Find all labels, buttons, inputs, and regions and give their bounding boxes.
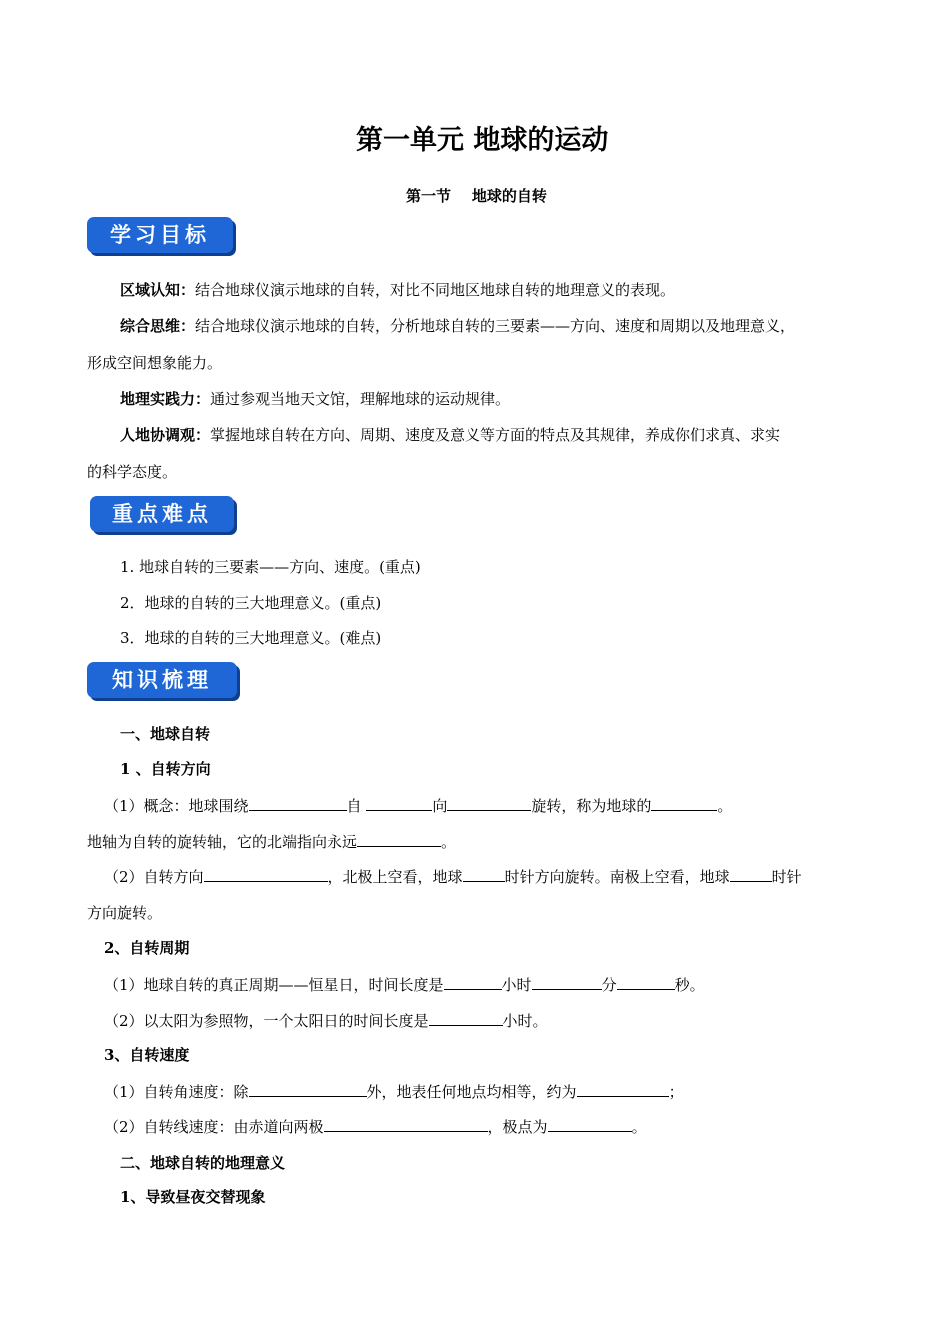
fill-blank[interactable] — [429, 1010, 503, 1026]
linear-speed-line — [104, 1116, 647, 1137]
heading-rotation-direction: 1 、自转方向 — [120, 760, 211, 778]
key-points-badge: 重点难点 — [90, 496, 234, 532]
text: （1）地球自转的真正周期——恒星日，时间长度是 — [104, 976, 444, 994]
objective-text: 通过参观当地天文馆，理解地球的运动规律。 — [210, 390, 511, 408]
solar-day-line — [104, 1010, 548, 1031]
objective-integrated — [120, 316, 795, 336]
text: （2）自转线速度：由赤道向两极 — [104, 1118, 324, 1136]
fill-blank[interactable] — [249, 795, 347, 811]
objective-label: 综合思维： — [120, 317, 196, 335]
key-point-item: 2．地球的自转的三大地理意义。(重点) — [120, 594, 382, 612]
text: （1）概念：地球围绕 — [104, 797, 249, 815]
learning-objectives-badge: 学习目标 — [87, 217, 233, 253]
direction-concept — [104, 795, 732, 816]
fill-blank[interactable] — [366, 795, 432, 811]
text: 时针 — [771, 868, 802, 886]
fill-blank[interactable] — [548, 1116, 632, 1132]
heading-geographic-significance: 二、地球自转的地理意义 — [120, 1154, 286, 1172]
objective-text: 结合地球仪演示地球的自转，分析地球自转的三要素——方向、速度和周期以及地理意义， — [195, 317, 796, 335]
rotation-direction-cont: 方向旋转。 — [87, 904, 163, 922]
text: ； — [668, 1083, 684, 1101]
text: 分 — [601, 976, 617, 994]
sidereal-day-line — [104, 974, 705, 995]
text: （2）自转方向 — [104, 868, 204, 886]
objective-label: 区域认知： — [120, 281, 196, 299]
objective-text: 掌握地球自转在方向、周期、速度及意义等方面的特点及其规律，养成你们求真、求实 — [210, 426, 781, 444]
heading-day-night-alternation: 1、导致昼夜交替现象 — [120, 1188, 266, 1206]
earth-axis-line — [87, 831, 456, 852]
fill-blank[interactable] — [249, 1081, 367, 1097]
fill-blank[interactable] — [444, 974, 502, 990]
fill-blank[interactable] — [204, 866, 328, 882]
fill-blank[interactable] — [617, 974, 675, 990]
text: 。 — [441, 833, 457, 851]
text: （2）以太阳为参照物，一个太阳日的时间长度是 — [104, 1012, 429, 1030]
objective-regional — [120, 280, 675, 300]
fill-blank[interactable] — [651, 795, 717, 811]
angular-speed-line — [104, 1081, 684, 1102]
text: 自 — [346, 797, 367, 815]
objective-text: 结合地球仪演示地球的自转，对比不同地区地球自转的地理意义的表现。 — [195, 281, 676, 299]
text: ，极点为 — [487, 1118, 548, 1136]
rotation-direction-line — [104, 866, 802, 887]
text: 地轴为自转的旋转轴，它的北端指向永远 — [87, 833, 358, 851]
fill-blank[interactable] — [730, 866, 772, 882]
key-point-item: 3．地球的自转的三大地理意义。(难点) — [120, 629, 382, 647]
heading-earth-rotation: 一、地球自转 — [120, 725, 211, 743]
objective-human-earth-cont: 的科学态度。 — [87, 463, 178, 481]
text: （1）自转角速度：除 — [104, 1083, 249, 1101]
objective-integrated-cont: 形成空间想象能力。 — [87, 354, 223, 372]
heading-rotation-period: 2、自转周期 — [104, 939, 190, 957]
fill-blank[interactable] — [447, 795, 531, 811]
page-title: 第一单元 地球的运动 — [356, 125, 609, 156]
text: 小时。 — [502, 1012, 548, 1030]
fill-blank[interactable] — [577, 1081, 669, 1097]
heading-rotation-speed: 3、自转速度 — [104, 1046, 190, 1064]
text: 外，地表任何地点均相等，约为 — [366, 1083, 577, 1101]
objective-label: 地理实践力： — [120, 390, 211, 408]
text: 小时 — [501, 976, 532, 994]
text: 向 — [432, 797, 448, 815]
text: 旋转，称为地球的 — [531, 797, 652, 815]
fill-blank[interactable] — [463, 866, 505, 882]
section-subtitle: 第一节 地球的自转 — [406, 187, 547, 205]
knowledge-review-badge: 知识梳理 — [87, 662, 237, 698]
objective-label: 人地协调观： — [120, 426, 211, 444]
key-point-item: 1. 地球自转的三要素——方向、速度。(重点) — [120, 558, 421, 576]
text: ，北极上空看，地球 — [327, 868, 463, 886]
fill-blank[interactable] — [532, 974, 602, 990]
fill-blank[interactable] — [357, 831, 441, 847]
objective-human-earth — [120, 425, 780, 445]
objective-practice — [120, 389, 510, 409]
text: 。 — [631, 1118, 647, 1136]
fill-blank[interactable] — [324, 1116, 488, 1132]
text: 时针方向旋转。南极上空看，地球 — [504, 868, 730, 886]
text: 。 — [717, 797, 733, 815]
text: 秒。 — [674, 976, 705, 994]
